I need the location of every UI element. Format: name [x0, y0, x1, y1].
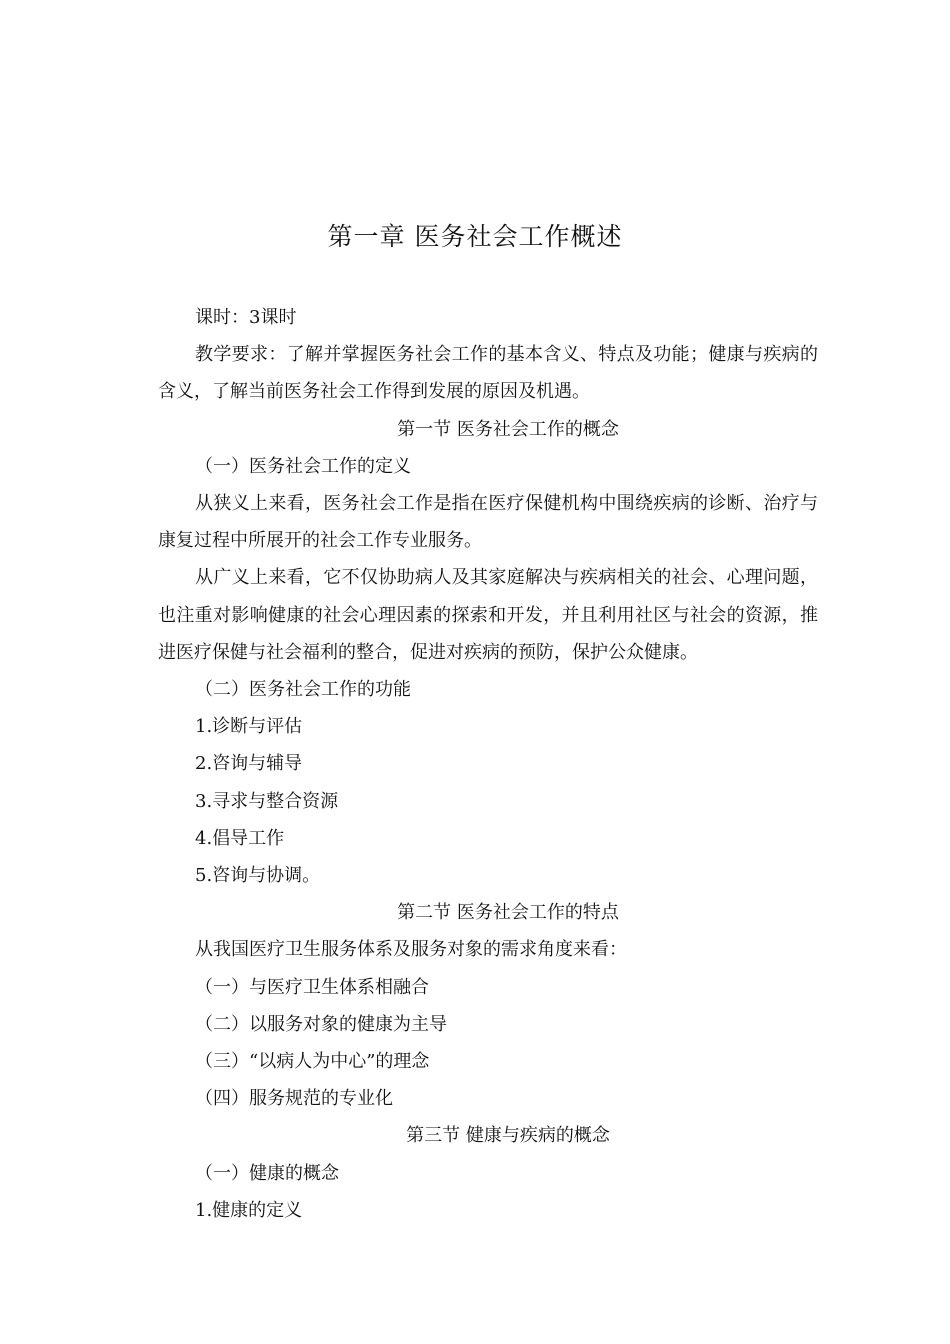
feature-item: （二）以服务对象的健康为主导: [195, 1013, 447, 1035]
document-body: [158, 299, 818, 1229]
function-item: 2.咨询与辅导: [195, 753, 303, 775]
definition-heading: （一）医务社会工作的定义: [195, 455, 411, 477]
function-item: 3.寻求与整合资源: [195, 790, 339, 812]
feature-item: （三）“以病人为中心”的理念: [195, 1051, 430, 1073]
section-2-intro: 从我国医疗卫生服务体系及服务对象的需求角度来看：: [195, 939, 627, 961]
health-concept-heading: （一）健康的概念: [195, 1162, 339, 1184]
feature-item: （四）服务规范的专业化: [195, 1088, 393, 1110]
section-2-heading: 第二节 医务社会工作的特点: [397, 902, 619, 924]
functions-heading: （二）医务社会工作的功能: [195, 679, 411, 701]
narrow-definition: 从狭义上来看，医务社会工作是指在医疗保健机构中围绕疾病的诊断、治疗与康复过程中所展开的社会工作专业服务。: [158, 493, 818, 552]
section-3-heading: 第三节 健康与疾病的概念: [406, 1125, 610, 1147]
teaching-requirements: 教学要求：了解并掌握医务社会工作的基本含义、特点及功能；健康与疾病的含义，了解当前医务社会工作得到发展的原因及机遇。: [158, 344, 818, 403]
feature-item: （一）与医疗卫生体系相融合: [195, 976, 429, 998]
function-item: 1.诊断与评估: [195, 716, 303, 738]
class-hours: 课时：3课时: [195, 307, 297, 328]
function-item: 5.咨询与协调。: [195, 865, 321, 887]
section-1-heading: 第一节 医务社会工作的概念: [397, 418, 619, 440]
broad-definition: 从广义上来看，它不仅协助病人及其家庭解决与疾病相关的社会、心理问题，也注重对影响健康的社会心理因素的探索和开发，并且利用社区与社会的资源，推进医疗保健与社会福利的整合，促进对疾病的预防，保护公众健康。: [158, 567, 818, 663]
function-item: 4.倡导工作: [195, 827, 285, 849]
chapter-title: 第一章 医务社会工作概述: [327, 222, 623, 251]
health-definition-item: 1.健康的定义: [195, 1199, 303, 1221]
